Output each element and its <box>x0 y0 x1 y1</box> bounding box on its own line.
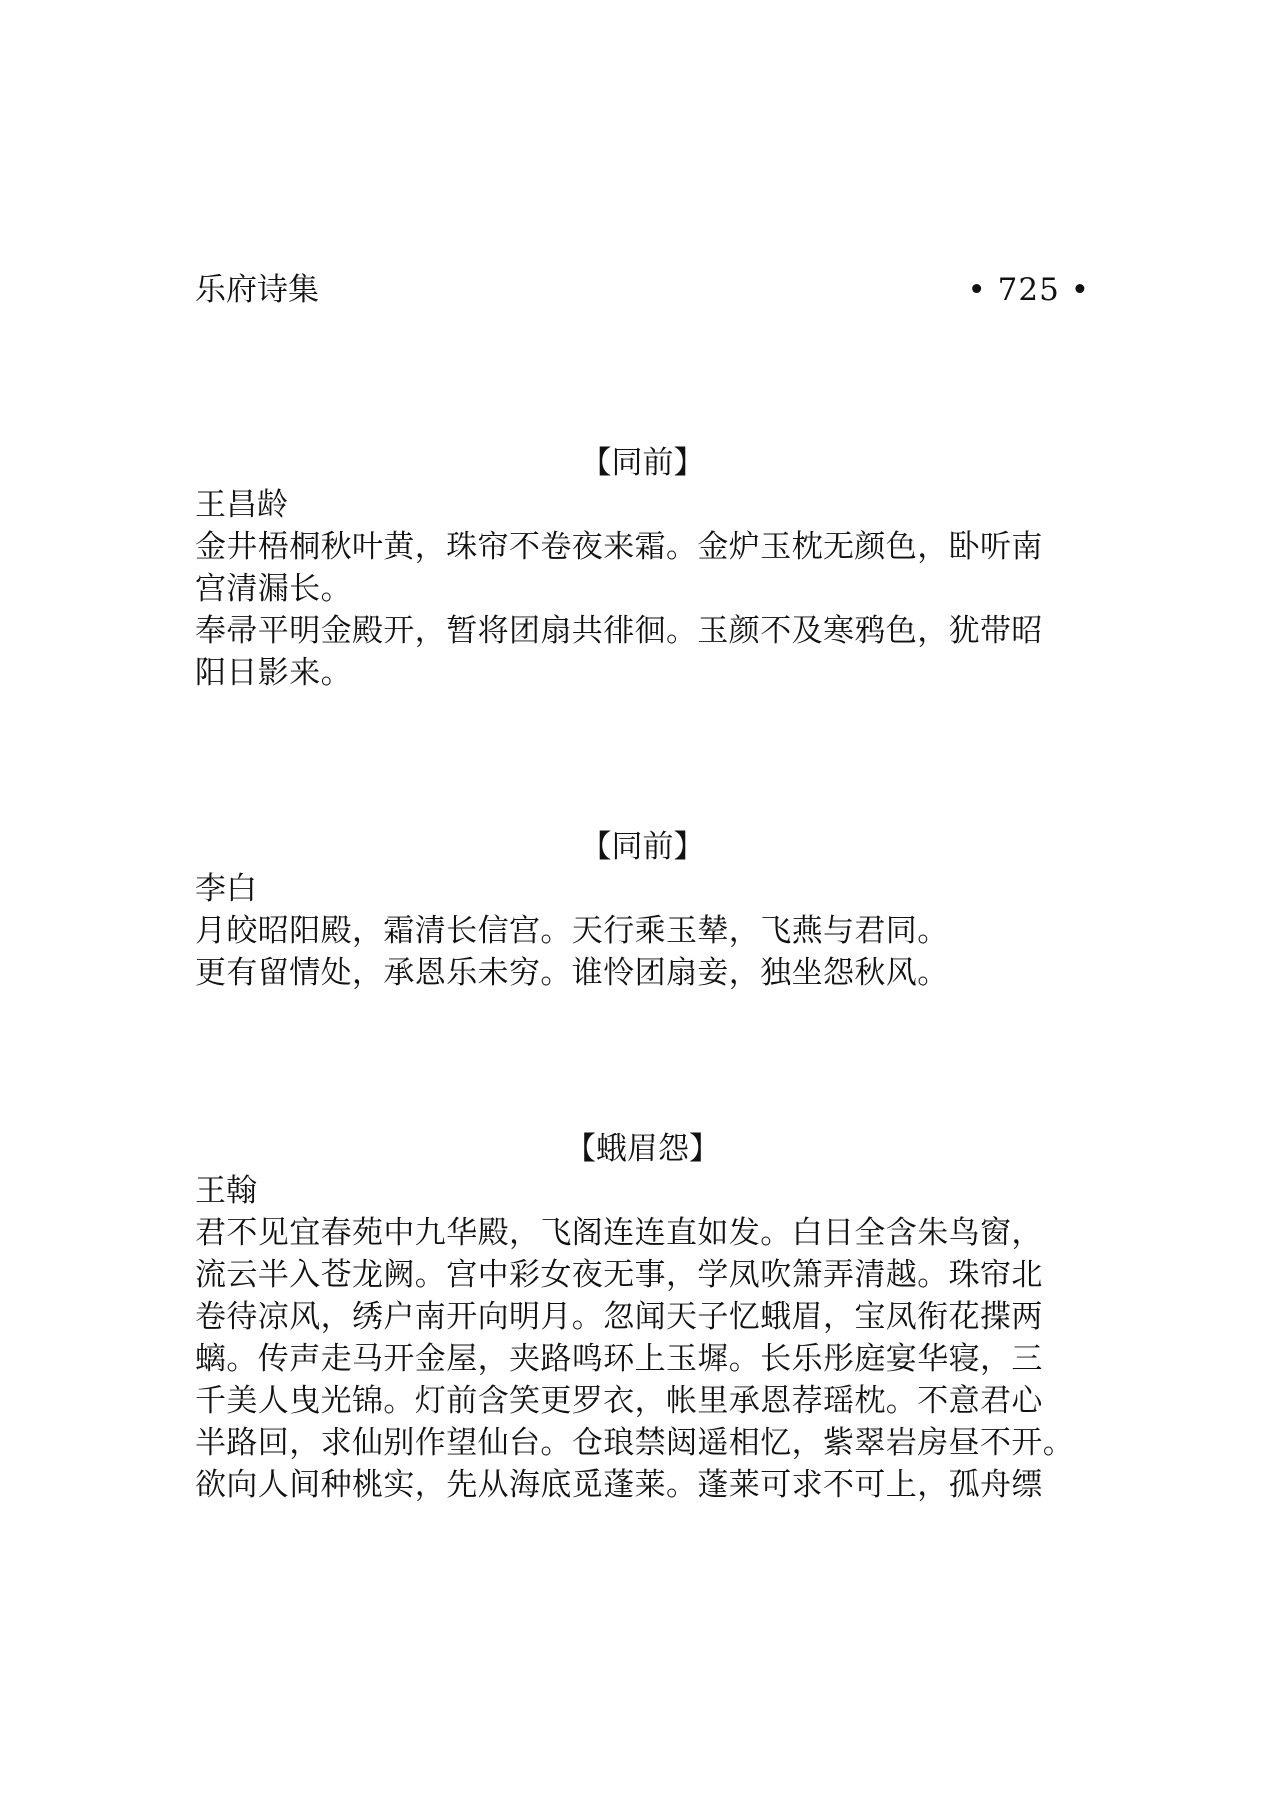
poem-line: 螭。传声走马开金屋，夹路鸣环上玉墀。长乐彤庭宴华寝，三 <box>195 1341 1043 1377</box>
poem-line: 月皎昭阳殿，霜清长信宫。天行乘玉辇，飞燕与君同。 <box>195 913 949 949</box>
poem-line: 欲向人间种桃实，先从海底觅蓬莱。蓬莱可求不可上，孤舟缥 <box>195 1467 1043 1503</box>
poem-line: 金井梧桐秋叶黄，珠帘不卷夜来霜。金炉玉枕无颜色，卧听南 <box>195 529 1043 565</box>
poem-paragraph <box>195 952 1090 994</box>
poem-author: 王昌龄 <box>195 487 288 523</box>
poem-section <box>195 1128 1090 1506</box>
section-title: 【同前】 <box>580 445 705 481</box>
poem-line: 奉帚平明金殿开，暂将团扇共徘徊。玉颜不及寒鸦色，犹带昭 <box>195 613 1043 649</box>
poem-paragraph <box>195 610 1090 694</box>
poem-line: 千美人曳光锦。灯前含笑更罗衣，帐里承恩荐瑶枕。不意君心 <box>195 1383 1043 1419</box>
page-number: • 725 • <box>967 272 1090 308</box>
poem-author: 李白 <box>195 871 257 907</box>
running-header <box>195 268 1090 312</box>
document-page <box>195 0 1090 1795</box>
poem-section <box>195 442 1090 694</box>
poem-line: 卷待凉风，绣户南开向明月。忽闻天子忆蛾眉，宝凤衔花揲两 <box>195 1299 1043 1335</box>
poem-paragraph <box>195 910 1090 952</box>
poem-line: 宫清漏长。 <box>195 571 352 607</box>
section-title: 【同前】 <box>580 829 705 865</box>
poem-line: 君不见宜春苑中九华殿，飞阁连连直如发。白日全含朱鸟窗， <box>195 1215 1043 1251</box>
book-title: 乐府诗集 <box>195 272 319 308</box>
poem-line: 半路回，求仙别作望仙台。仓琅禁闼遥相忆，紫翠岩房昼不开。 <box>195 1425 1075 1461</box>
poem-line: 更有留情处，承恩乐未穷。谁怜团扇妾，独坐怨秋风。 <box>195 955 949 991</box>
poem-paragraph <box>195 1212 1090 1506</box>
poem-line: 流云半入苍龙阙。宫中彩女夜无事，学凤吹箫弄清越。珠帘北 <box>195 1257 1043 1293</box>
poem-line: 阳日影来。 <box>195 655 352 691</box>
poem-paragraph <box>195 526 1090 610</box>
poem-author: 王翰 <box>195 1173 257 1209</box>
poem-section <box>195 826 1090 994</box>
section-title: 【蛾眉怨】 <box>565 1131 720 1167</box>
